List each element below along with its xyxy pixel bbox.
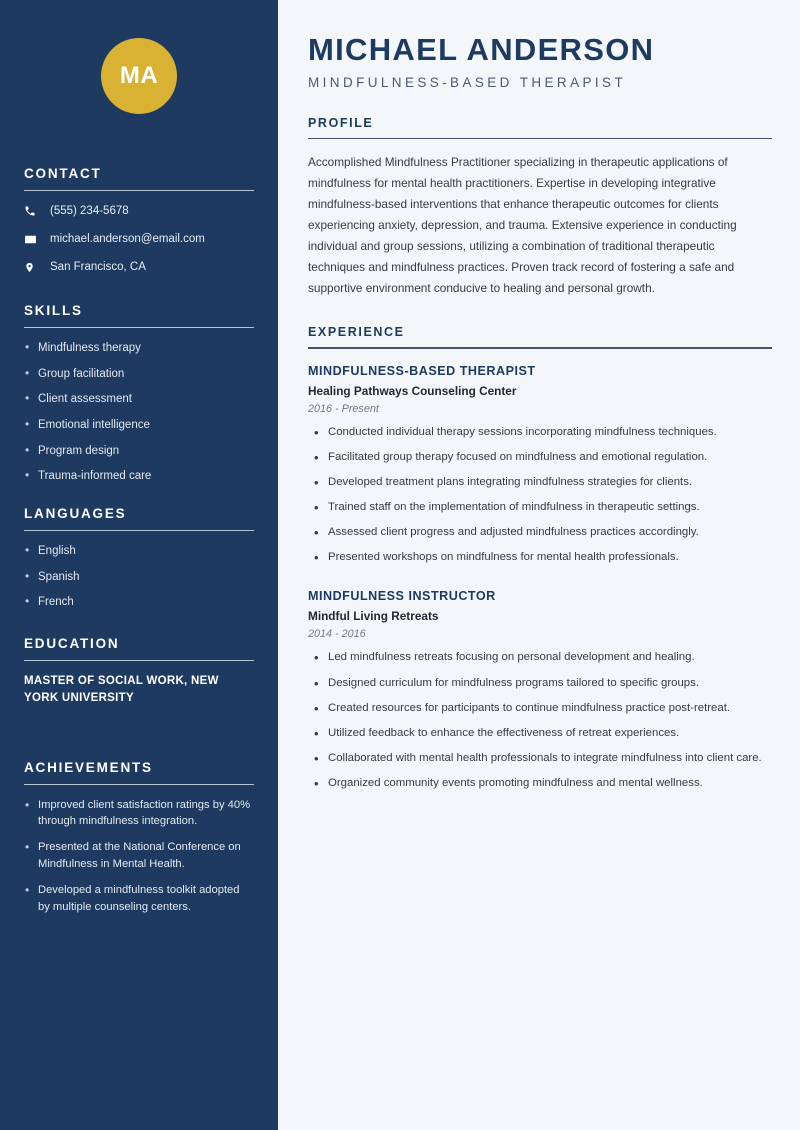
list-item: • Developed a mindfulness toolkit adopted by multiple counseling centers.: [24, 882, 254, 916]
list-item: • Designed curriculum for mindfulness programs tailored to specific groups.: [310, 675, 772, 692]
list-item: • Developed treatment plans integrating mindfulness strategies for clients.: [310, 474, 772, 491]
languages-heading: LANGUAGES: [24, 506, 127, 522]
list-item: • English: [24, 543, 254, 560]
contact-list: [24, 203, 254, 275]
list-item: • Trauma-informed care: [24, 468, 254, 485]
list-item: • Spanish: [24, 569, 254, 586]
experience-dates: 2014 - 2016: [308, 628, 366, 641]
list-item: • Trained staff on the implementation of mindfulness in therapeutic settings.: [310, 499, 772, 516]
contact-phone-text: (555) 234-5678: [50, 204, 129, 217]
experience-divider: [308, 347, 772, 348]
achievements-heading: ACHIEVEMENTS: [24, 759, 153, 775]
contact-location-text: San Francisco, CA: [50, 260, 146, 273]
contact-heading: CONTACT: [24, 166, 102, 181]
list-item: • Improved client satisfaction ratings by 40% through mindfulness integration.: [24, 797, 254, 831]
sidebar-section-skills: [24, 303, 254, 485]
sidebar-section-achievements: [24, 760, 254, 916]
achievements-divider: [24, 784, 254, 785]
contact-item-email[interactable]: [24, 231, 254, 247]
list-item: • Client assessment: [24, 391, 254, 408]
envelope-icon: [24, 233, 42, 246]
profile-divider: [308, 138, 772, 139]
profile-text: Accomplished Mindfulness Practitioner specializing in therapeutic applications of mindfulness for mental health practitioners. Expertise in developing integrative mindfulness-based interventions that enhance therapeutic outcomes for clients experiencing anxiety, depression, and trauma. Extensive experience in conducting individual and group sessions, utilizing a combination of traditional therapeutic techniques and mindfulness practices. Proven track record of fostering a safe and supportive environment conducive to healing and personal growth.: [308, 155, 737, 296]
list-item: • Conducted individual therapy sessions incorporating mindfulness techniques.: [310, 424, 772, 441]
list-item: • Presented at the National Conference on Mindfulness in Mental Health.: [24, 839, 254, 873]
avatar: MA: [101, 38, 177, 114]
education-divider: [24, 660, 254, 661]
experience-entry: [308, 589, 772, 792]
experience-company: Healing Pathways Counseling Center: [308, 383, 517, 398]
list-item: • French: [24, 594, 254, 611]
profile-heading: PROFILE: [308, 116, 374, 131]
contact-divider: [24, 190, 254, 191]
list-item: • Organized community events promoting mindfulness and mental wellness.: [310, 775, 772, 792]
achievements-list: [24, 797, 254, 916]
sidebar: [0, 0, 278, 1130]
skills-divider: [24, 327, 254, 328]
experience-dates: 2016 - Present: [308, 402, 379, 415]
contact-item-location[interactable]: [24, 259, 254, 275]
contact-item-phone[interactable]: [24, 203, 254, 219]
experience-entry: [308, 364, 772, 567]
section-profile: [308, 116, 772, 299]
phone-icon: [24, 205, 42, 217]
languages-divider: [24, 530, 254, 531]
list-item: • Created resources for participants to continue mindfulness practice post-retreat.: [310, 700, 772, 717]
location-pin-icon: [24, 261, 42, 274]
skills-heading: SKILLS: [24, 303, 83, 318]
languages-list: [24, 543, 254, 611]
experience-company: Mindful Living Retreats: [308, 609, 439, 624]
experience-title: MINDFULNESS-BASED THERAPIST: [308, 363, 536, 378]
experience-bullets: [308, 649, 772, 792]
job-subtitle: MINDFULNESS-BASED THERAPIST: [308, 75, 627, 91]
list-item: • Led mindfulness retreats focusing on personal development and healing.: [310, 649, 772, 666]
list-item: • Program design: [24, 443, 254, 460]
list-item: • Assessed client progress and adjusted mindfulness practices accordingly.: [310, 524, 772, 541]
list-item: • Utilized feedback to enhance the effectiveness of retreat experiences.: [310, 725, 772, 742]
list-item: • Emotional intelligence: [24, 417, 254, 434]
contact-email-text: michael.anderson@email.com: [50, 232, 205, 245]
experience-heading: EXPERIENCE: [308, 325, 405, 340]
list-item: • Facilitated group therapy focused on mindfulness and emotional regulation.: [310, 449, 772, 466]
skills-list: [24, 340, 254, 485]
list-item: • Collaborated with mental health professionals to integrate mindfulness into client care.: [310, 750, 772, 767]
list-item: • Group facilitation: [24, 366, 254, 383]
experience-title: MINDFULNESS INSTRUCTOR: [308, 589, 496, 604]
education-entry: MASTER OF SOCIAL WORK, NEW YORK UNIVERSITY: [24, 675, 219, 705]
list-item: • Presented workshops on mindfulness for mental health professionals.: [310, 549, 772, 566]
list-item: • Mindfulness therapy: [24, 340, 254, 357]
education-heading: EDUCATION: [24, 636, 120, 652]
avatar-container: [24, 0, 254, 114]
sidebar-section-languages: [24, 506, 254, 611]
main-content: [278, 0, 800, 1130]
page-title: MICHAEL ANDERSON: [308, 32, 655, 67]
sidebar-section-education: [24, 636, 254, 708]
sidebar-section-contact: [24, 166, 254, 275]
section-experience: [308, 325, 772, 792]
experience-bullets: [308, 424, 772, 567]
